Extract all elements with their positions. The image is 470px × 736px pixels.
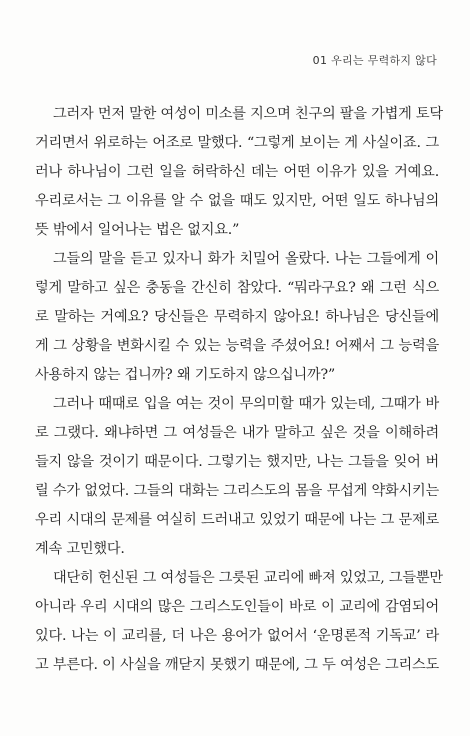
- text-line: 들지 않을 것이기 때문이다. 그렇기는 했지만, 나는 그들을 잊어 버: [35, 454, 439, 470]
- paragraph-1: [35, 100, 443, 245]
- text-line: 사용하지 않는 겁니까? 왜 기도하지 않으십니까?”: [35, 367, 336, 383]
- text-line: 그러자 먼저 말한 여성이 미소를 지으며 친구의 팔을 가볍게 토닥: [53, 106, 443, 122]
- text-line: 있다. 나는 이 교리를, 더 나은 용어가 없어서 ‘운명론적 기독교’ 라: [35, 628, 439, 644]
- text-line: 그들의 말을 듣고 있자니 화가 치밀어 올랐다. 나는 그들에게 이: [53, 251, 439, 267]
- text-line: 러나 하나님이 그런 일을 허락하신 데는 어떤 이유가 있을 거예요.: [35, 164, 439, 180]
- text-line: 릴 수가 없었다. 그들의 대화는 그리스도의 몸을 무섭게 약화시키는: [35, 483, 439, 499]
- running-head: 01 우리는 무력하지 않다: [312, 54, 437, 67]
- text-line: 로 말하는 거예요? 당신들은 무력하지 않아요! 하나님은 당신들에: [35, 309, 439, 325]
- text-line: 게 그 상황을 변화시킬 수 있는 능력을 주셨어요! 어째서 그 능력을: [35, 338, 439, 354]
- text-line: 우리로서는 그 이유를 알 수 없을 때도 있지만, 어떤 일도 하나님의: [35, 193, 439, 209]
- text-line: 뜻 밖에서 일어나는 법은 없지요.”: [35, 222, 240, 238]
- text-line: 아니라 우리 시대의 많은 그리스도인들이 바로 이 교리에 감염되어: [35, 599, 439, 615]
- body-text: [35, 100, 443, 680]
- text-line: 대단히 헌신된 그 여성들은 그릇된 교리에 빠져 있었고, 그들뿐만: [53, 570, 443, 586]
- text-line: 렇게 말하고 싶은 충동을 간신히 참았다. “뭐라구요? 왜 그런 식으: [35, 280, 439, 296]
- paragraph-3: [35, 390, 439, 564]
- text-line: 고 부른다. 이 사실을 깨닫지 못했기 때문에, 그 두 여성은 그리스도: [35, 657, 439, 673]
- text-line: 로 그랬다. 왜냐하면 그 여성들은 내가 말하고 싶은 것을 이해하려: [35, 425, 439, 441]
- text-line: 우리 시대의 문제를 여실히 드러내고 있었기 때문에 나는 그 문제로: [35, 512, 439, 528]
- text-line: 거리면서 위로하는 어조로 말했다. “그렇게 보이는 게 사실이죠. 그: [35, 135, 439, 151]
- paragraph-4: [35, 564, 443, 680]
- text-line: 그러나 때때로 입을 여는 것이 무의미할 때가 있는데, 그때가 바: [53, 396, 439, 412]
- paragraph-2: [35, 245, 439, 390]
- text-line: 계속 고민했다.: [35, 541, 125, 557]
